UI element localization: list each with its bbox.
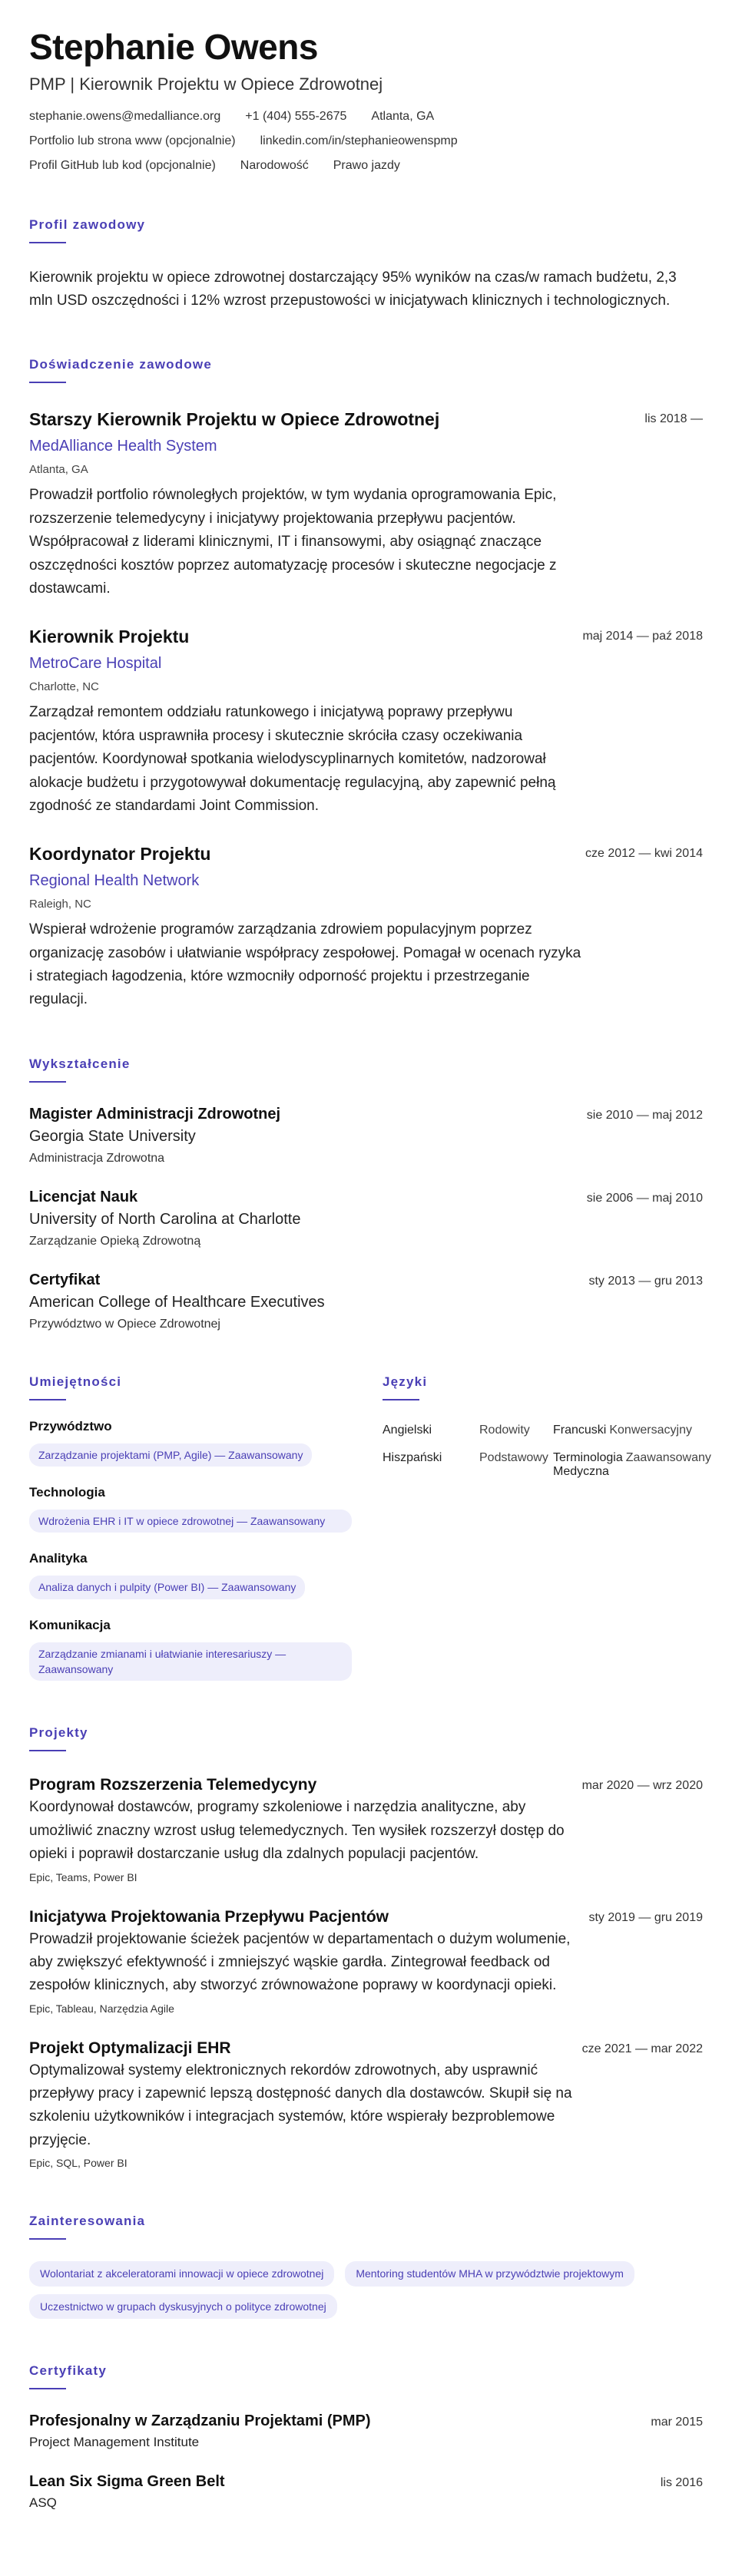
projects-section (29, 1725, 703, 2169)
license-text: Prawo jazdy (333, 158, 400, 172)
linkedin-link[interactable]: linkedin.com/in/stephanieowenspmp (260, 134, 458, 147)
education-entry (29, 1189, 703, 1248)
project-entry (29, 1908, 703, 2015)
email-link[interactable]: stephanie.owens@medalliance.org (29, 109, 221, 123)
phone-link[interactable]: +1 (404) 555-2675 (245, 109, 347, 123)
project-name: Projekt Optymalizacji EHR (29, 2039, 231, 2057)
languages-section (383, 1374, 711, 1681)
github-link[interactable]: Profil GitHub lub kod (opcjonalnie) (29, 158, 216, 172)
job-description: Wspierał wdrożenie programów zarządzania zdrowiem populacyjnym poprzez organizację zasobów i ułatwianie współpracy zespołowej. Pomagał w ocenach ryzyka i strategiach łagodzenia, które wzmocniły odporność projektu i przestrzeganie regulacji. (29, 921, 581, 1008)
section-title: Zainteresowania (29, 2214, 146, 2229)
job-entry (29, 627, 703, 818)
project-description: Optymalizował systemy elektronicznych rekordów zdrowotnych, aby usprawnić przepływy pracy i zapewnić lepszą dostępność danych dla dostawców. Skupił się na szkoleniu użytkowników i integracjach systemów, które wspierały bezproblemowe przyjęcie. (29, 2062, 572, 2148)
education-entry (29, 1106, 703, 1166)
interest-pill: Mentoring studentów MHA w przywództwie projektowym (345, 2261, 634, 2286)
education-dates: sie 2010 — maj 2012 (586, 1108, 703, 1122)
project-dates: cze 2021 — mar 2022 (581, 2042, 703, 2055)
section-divider (383, 1399, 419, 1400)
section-title: Języki (383, 1374, 428, 1389)
job-description: Zarządzał remontem oddziału ratunkowego i inicjatywą poprawy przepływu pacjentów, która usprawniła procesy i skutecznie skróciła czasy oczekiwania pacjentów. Koordynował spotkania wielodyscyplinarnych komitetów, nadzorował alokacje budżetu i przygotowywał dokumentację regulacyjną, aby zapewnić pełną zgodność ze standardami Joint Commission. (29, 704, 556, 814)
summary-text: Kierownik projektu w opiece zdrowotnej dostarczający 95% wyników na czas/w ramach budżetu, 2,3 mln USD oszczędności i 12% wzrost przepustowości w inicjatywach klinicznych i technologicznych. (29, 269, 677, 309)
skill-pill: Wdrożenia EHR i IT w opiece zdrowotnej — Zaawansowany (29, 1510, 352, 1533)
project-tech: Epic, SQL, Power BI (29, 2157, 128, 2170)
field-of-study: Przywództwo w Opiece Zdrowotnej (29, 1317, 220, 1331)
certification-date: lis 2016 (660, 2475, 703, 2489)
project-entry (29, 1776, 703, 1883)
job-dates: cze 2012 — kwi 2014 (585, 847, 703, 861)
skills-section (29, 1374, 352, 1681)
job-title: Starszy Kierownik Projektu w Opiece Zdrowotnej (29, 409, 440, 430)
extra-row (29, 159, 703, 173)
certification-entry (29, 2412, 703, 2450)
job-location: Charlotte, NC (29, 680, 99, 694)
language-level: Zaawansowany (625, 1450, 711, 1464)
project-dates: mar 2020 — wrz 2020 (581, 1779, 703, 1793)
job-location: Raleigh, NC (29, 898, 91, 911)
education-entry (29, 1271, 703, 1331)
language-name: Terminologia Medyczna (553, 1450, 623, 1478)
field-of-study: Zarządzanie Opieką Zdrowotną (29, 1234, 201, 1248)
section-divider (29, 382, 66, 383)
summary-section (29, 217, 703, 313)
education-dates: sie 2006 — maj 2010 (586, 1191, 703, 1205)
project-tech: Epic, Teams, Power BI (29, 1870, 137, 1883)
project-description: Koordynował dostawców, programy szkoleniowe i narzędzia analityczne, aby umożliwić znaczny wzrost usług telemedycznych. Ten wysiłek rozszerzył dostęp do opieki i poprawił dostarczanie usług dla zdalnych populacji pacjentów. (29, 1799, 565, 1863)
certification-issuer: ASQ (29, 2495, 57, 2510)
job-dates: lis 2018 — (644, 412, 703, 426)
company-name[interactable]: MetroCare Hospital (29, 655, 162, 673)
headline: PMP | Kierownik Projektu w Opiece Zdrowotnej (29, 74, 383, 94)
job-entry (29, 409, 703, 600)
degree: Certyfikat (29, 1271, 101, 1288)
candidate-name: Stephanie Owens (29, 27, 318, 67)
portfolio-link[interactable]: Portfolio lub strona www (opcjonalnie) (29, 134, 236, 147)
section-divider (29, 1399, 66, 1400)
education-dates: sty 2013 — gru 2013 (588, 1274, 703, 1288)
certifications-section (29, 2363, 703, 2511)
section-title: Wykształcenie (29, 1056, 131, 1071)
job-description: Prowadził portfolio równoległych projektów, w tym wydania oprogramowania Epic, rozszerzenie telemedycyny i inicjatywy projektowania przepływu pacjentów. Współpracował z liderami klinicznymi, IT i finansowymi, aby osiągnąć znaczące oszczędności kosztów poprzez automatyzację procesów i skuteczne negocjacje z dostawcami. (29, 487, 557, 597)
certification-entry (29, 2473, 703, 2511)
job-title: Kierownik Projektu (29, 627, 190, 647)
language-name: Francuski (553, 1423, 607, 1437)
location-text: Atlanta, GA (371, 109, 435, 123)
education-section (29, 1057, 703, 1331)
nationality-text: Narodowość (240, 158, 309, 172)
interest-pill: Wolontariat z akceleratorami innowacji w opiece zdrowotnej (29, 2261, 334, 2286)
job-title: Koordynator Projektu (29, 844, 211, 865)
section-divider (29, 2238, 66, 2240)
skill-category: Komunikacja (29, 1617, 111, 1632)
section-title: Certyfikaty (29, 2363, 108, 2378)
project-name: Inicjatywa Projektowania Przepływu Pacjentów (29, 1907, 389, 1926)
language-level: Podstawowy (479, 1450, 548, 1464)
certification-name: Profesjonalny w Zarządzaniu Projektami (PMP) (29, 2412, 371, 2429)
project-tech: Epic, Tableau, Narzędzia Agile (29, 2002, 174, 2015)
certification-date: mar 2015 (651, 2415, 703, 2429)
skill-category: Technologia (29, 1485, 105, 1500)
language-name: Angielski (383, 1423, 432, 1437)
school: Georgia State University (29, 1127, 196, 1145)
section-divider (29, 1081, 66, 1083)
school: University of North Carolina at Charlotte (29, 1210, 301, 1228)
section-divider (29, 1750, 66, 1751)
section-divider (29, 2388, 66, 2389)
certification-name: Lean Six Sigma Green Belt (29, 2472, 225, 2490)
company-name[interactable]: MedAlliance Health System (29, 438, 217, 455)
skill-category: Analityka (29, 1551, 88, 1566)
skill-pill: Analiza danych i pulpity (Power BI) — Zaawansowany (29, 1576, 305, 1599)
section-title: Profil zawodowy (29, 217, 146, 232)
skill-category: Przywództwo (29, 1418, 112, 1433)
degree: Licencjat Nauk (29, 1188, 138, 1205)
languages-grid (383, 1424, 711, 1479)
skills-languages-row (29, 1374, 711, 1681)
skill-pill: Zarządzanie zmianami i ułatwianie interesariuszy — Zaawansowany (29, 1642, 352, 1682)
project-name: Program Rozszerzenia Telemedycyny (29, 1776, 317, 1794)
experience-section (29, 357, 703, 1011)
project-entry (29, 2039, 703, 2170)
contact-row (29, 110, 703, 124)
language-name: Hiszpański (383, 1450, 442, 1464)
school: American College of Healthcare Executives (29, 1293, 325, 1311)
section-title: Projekty (29, 1725, 88, 1741)
interests-section (29, 2214, 703, 2319)
section-title: Doświadczenie zawodowe (29, 357, 213, 372)
job-entry (29, 844, 703, 1012)
project-description: Prowadził projektowanie ścieżek pacjentów w departamentach o dużym wolumenie, aby zwiększyć efektywność i zmniejszyć wąskie gardła. Zintegrował feedback od zespołów klinicznych, aby stworzyć zrównoważone poprawy w koordynacji opieki. (29, 1930, 571, 1994)
language-level: Konwersacyjny (609, 1423, 692, 1437)
project-dates: sty 2019 — gru 2019 (588, 1910, 703, 1924)
company-name[interactable]: Regional Health Network (29, 872, 200, 890)
certification-issuer: Project Management Institute (29, 2434, 200, 2449)
resume-header (29, 28, 703, 173)
language-level: Rodowity (479, 1423, 530, 1437)
interest-pill: Uczestnictwo w grupach dyskusyjnych o polityce zdrowotnej (29, 2294, 337, 2319)
field-of-study: Administracja Zdrowotna (29, 1151, 165, 1165)
job-dates: maj 2014 — paź 2018 (582, 630, 703, 643)
section-title: Umiejętności (29, 1374, 122, 1389)
degree: Magister Administracji Zdrowotnej (29, 1105, 281, 1123)
links-row (29, 134, 703, 148)
skill-pill: Zarządzanie projektami (PMP, Agile) — Zaawansowany (29, 1443, 312, 1467)
interests-list (29, 2261, 703, 2319)
section-divider (29, 242, 66, 243)
job-location: Atlanta, GA (29, 463, 88, 477)
